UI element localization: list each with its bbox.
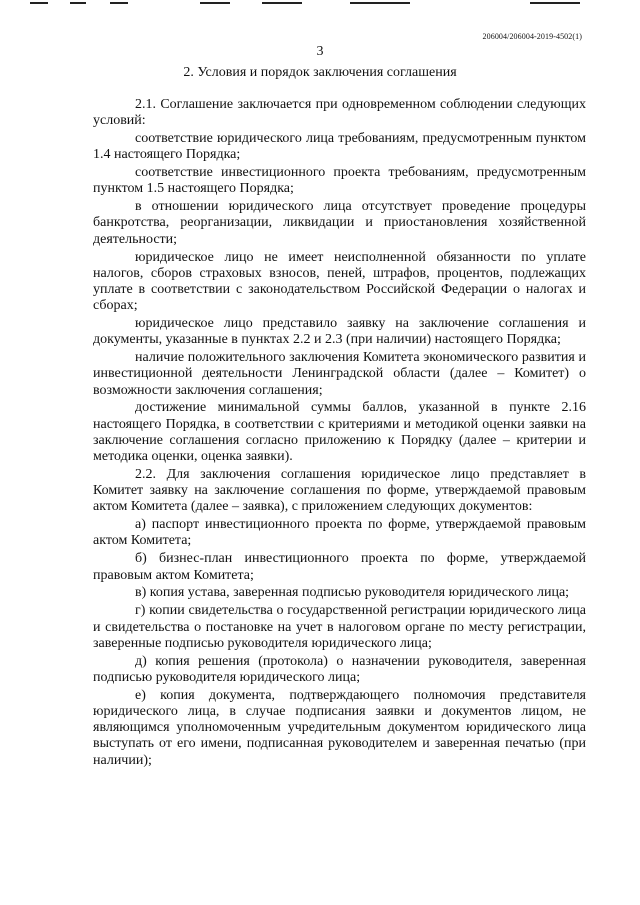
scan-top-marks (0, 0, 640, 6)
paragraph: юридическое лицо не имеет неисполненной обязанности по уплате налогов, сборов страховых взносов, пеней, штрафов, процентов, подлежащих уплате в соответствии с законодательством Российской Федерации о налогах и сборах; (93, 249, 586, 314)
paragraph: 2.2. Для заключения соглашения юридическое лицо представляет в Комитет заявку на заключение соглашения по форме, утверждаемой правовым актом Комитета (далее – заявка), с приложением следующих документов: (93, 466, 586, 515)
paragraph: д) копия решения (протокола) о назначении руководителя, заверенная подписью руководителя юридического лица; (93, 653, 586, 685)
paragraph: наличие положительного заключения Комитета экономического развития и инвестиционной деятельности Ленинградской области (далее – Комитет) о возможности заключения соглашения; (93, 350, 586, 398)
document-id: 206004/206004-2019-4502(1) (482, 32, 582, 41)
paragraph: достижение минимальной суммы баллов, указанной в пункте 2.16 настоящего Порядка, в соответствии с критериями и методикой оценки заявки на заключение соглашения согласно приложению к Порядку (далее – критерии и методика оценки, оценка заявки). (93, 400, 586, 465)
section-heading: 2. Условия и порядок заключения соглашения (183, 65, 457, 80)
page-number: 3 (316, 44, 324, 59)
paragraph: б) бизнес-план инвестиционного проекта по форме, утверждаемой правовым актом Комитета; (93, 551, 586, 583)
paragraph: е) копия документа, подтверждающего полномочия представителя юридического лица, в случае подписания заявки и документов лицом, не являющимся уполномоченным учредительным документом юридического лица выступать от его имени, подписанная руководителем и заверенная печатью (при наличии); (93, 687, 586, 768)
paragraph: 2.1. Соглашение заключается при одновременном соблюдении следующих условий: (93, 97, 586, 129)
paragraph: а) паспорт инвестиционного проекта по форме, утверждаемой правовым актом Комитета; (93, 517, 586, 549)
document-body (93, 97, 586, 770)
paragraph: в) копия устава, заверенная подписью руководителя юридического лица; (135, 585, 570, 601)
paragraph: в отношении юридического лица отсутствует проведение процедуры банкротства, реорганизации, ликвидации и приостановления хозяйственной деятельности; (93, 199, 586, 247)
paragraph: г) копии свидетельства о государственной регистрации юридического лица и свидетельства о постановке на учет в налоговом органе по месту регистрации, заверенные подписью руководителя юридического лица; (93, 603, 586, 651)
paragraph: соответствие инвестиционного проекта требованиям, предусмотренным пунктом 1.5 настоящего Порядка; (93, 165, 586, 197)
paragraph: соответствие юридического лица требованиям, предусмотренным пунктом 1.4 настоящего Порядка; (93, 131, 586, 163)
paragraph: юридическое лицо представило заявку на заключение соглашения и документы, указанные в пунктах 2.2 и 2.3 (при наличии) настоящего Порядка; (93, 316, 586, 348)
